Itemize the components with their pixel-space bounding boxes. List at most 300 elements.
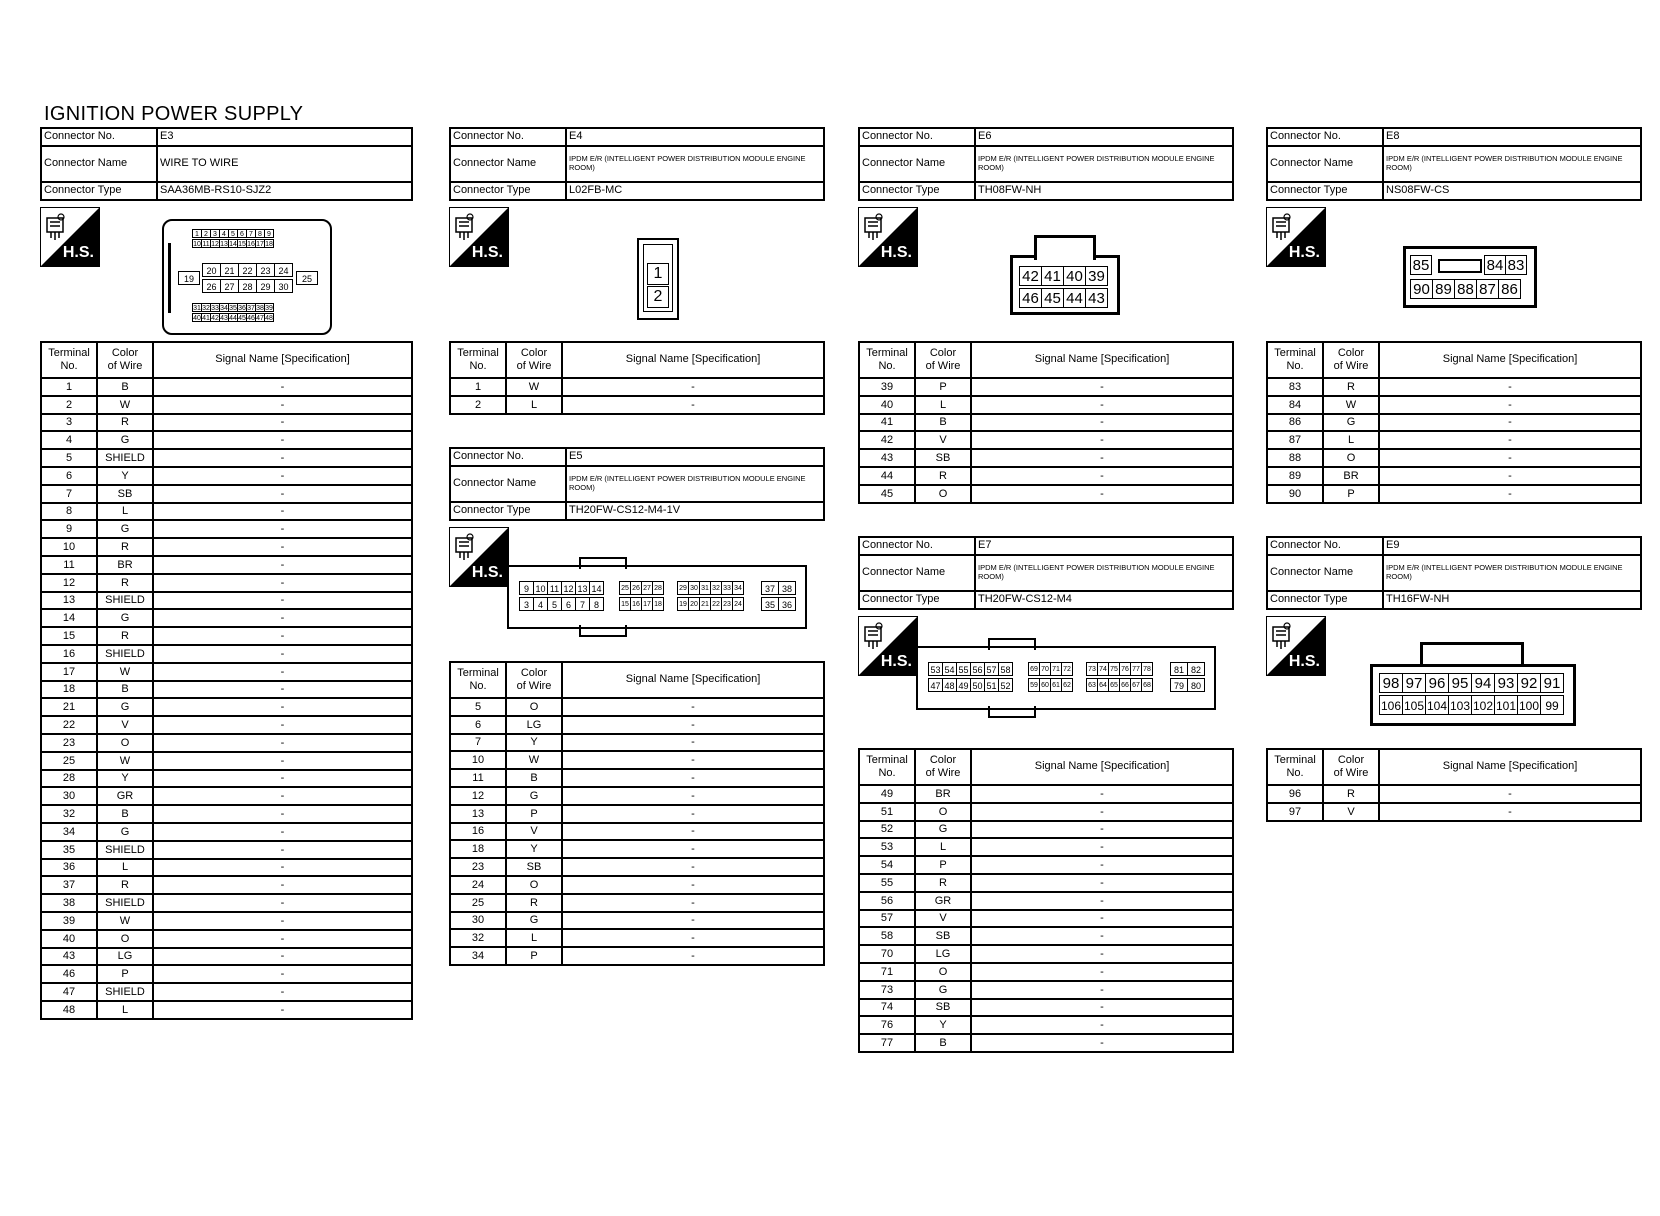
table-row xyxy=(41,859,412,877)
terminal-no-cell: 86 xyxy=(1267,414,1323,432)
hs-label: H.S. xyxy=(62,244,94,261)
pin-row xyxy=(1170,678,1204,692)
pin-cell: 89 xyxy=(1432,279,1455,299)
pin-cell: 7 xyxy=(246,229,256,238)
signal-name-cell: - xyxy=(153,592,412,610)
pin-cell: 12 xyxy=(211,241,219,248)
pin-row xyxy=(192,239,273,248)
connector-info-table xyxy=(858,127,1234,201)
signal-name-cell: - xyxy=(971,1016,1233,1034)
table-row xyxy=(859,963,1233,981)
signal-name-cell: - xyxy=(153,859,412,877)
pin-cell: 2 xyxy=(647,286,669,308)
pin-cell: 87 xyxy=(1476,279,1499,299)
connector-type-label: Connector Type xyxy=(450,502,566,520)
pin-cell: 49 xyxy=(956,678,971,692)
connector-type-value: TH20FW-CS12-M4-1V xyxy=(566,502,824,520)
connector-info-table xyxy=(40,127,413,201)
wire-color-cell: W xyxy=(1323,396,1379,414)
wire-color-cell: V xyxy=(506,823,562,841)
pin-cell: 44 xyxy=(229,315,237,322)
signal-name-cell: - xyxy=(153,734,412,752)
table-row xyxy=(859,838,1233,856)
signal-name-cell: - xyxy=(971,981,1233,999)
terminal-table xyxy=(449,661,825,966)
table-row xyxy=(859,378,1233,396)
pin-cell: 22 xyxy=(710,597,722,611)
table-row xyxy=(41,752,412,770)
color-of-wire-header: Color of Wire xyxy=(97,342,153,378)
wire-color-cell: GR xyxy=(97,787,153,805)
connector-name-label: Connector Name xyxy=(41,146,157,182)
terminal-no-cell: 90 xyxy=(1267,485,1323,503)
color-of-wire-header: Color of Wire xyxy=(1323,342,1379,378)
signal-name-header: Signal Name [Specification] xyxy=(153,342,412,378)
pin-cell: 26 xyxy=(202,279,221,293)
signal-name-cell: - xyxy=(562,787,824,805)
terminal-no-cell: 13 xyxy=(450,805,506,823)
table-row xyxy=(859,449,1233,467)
wire-color-cell: Y xyxy=(915,1016,971,1034)
pin-cell: 17 xyxy=(641,597,653,611)
table-row xyxy=(859,945,1233,963)
terminal-no-cell: 47 xyxy=(41,983,97,1001)
connector-no-label: Connector No. xyxy=(450,448,566,466)
signal-name-cell: - xyxy=(153,538,412,556)
terminal-no-cell: 41 xyxy=(859,414,915,432)
pin-row xyxy=(928,678,1012,692)
pin-cell: 100 xyxy=(1517,695,1541,715)
table-row xyxy=(450,751,824,769)
terminal-no-cell: 37 xyxy=(41,876,97,894)
pin-cell: 27 xyxy=(220,279,239,293)
table-row xyxy=(41,378,412,396)
connector-type-label: Connector Type xyxy=(41,182,157,200)
pin-cell: 28 xyxy=(652,581,664,595)
wire-color-cell: B xyxy=(506,769,562,787)
signal-name-header: Signal Name [Specification] xyxy=(1379,749,1641,785)
table-row xyxy=(859,485,1233,503)
pin-row xyxy=(677,597,743,611)
pin-cell: 34 xyxy=(220,305,228,312)
table-row xyxy=(859,821,1233,839)
pin-cell: 29 xyxy=(677,581,689,595)
pin-cell: 68 xyxy=(1141,678,1153,692)
signal-name-cell: - xyxy=(153,681,412,699)
terminal-no-header: Terminal No. xyxy=(859,749,915,785)
wire-color-cell: R xyxy=(506,894,562,912)
pin-cell: 14 xyxy=(229,241,237,248)
pin-cell: 48 xyxy=(265,315,273,322)
table-row xyxy=(859,396,1233,414)
wire-color-cell: G xyxy=(97,823,153,841)
table-row xyxy=(41,592,412,610)
signal-name-cell: - xyxy=(153,787,412,805)
signal-name-cell: - xyxy=(153,983,412,1001)
terminal-no-cell: 23 xyxy=(450,858,506,876)
connector-no-label: Connector No. xyxy=(859,537,975,555)
signal-name-cell: - xyxy=(971,892,1233,910)
connector-no-value: E5 xyxy=(566,448,824,466)
signal-name-cell: - xyxy=(153,503,412,521)
pin-cell: 45 xyxy=(238,315,246,322)
table-row xyxy=(41,948,412,966)
pin-cell: 40 xyxy=(193,315,201,322)
terminal-no-cell: 43 xyxy=(859,449,915,467)
table-row xyxy=(450,716,824,734)
terminal-no-cell: 5 xyxy=(41,449,97,467)
wire-color-cell: R xyxy=(97,574,153,592)
connector-type-label: Connector Type xyxy=(1267,591,1383,609)
connector-type-value: NS08FW-CS xyxy=(1383,182,1641,200)
signal-name-cell: - xyxy=(153,716,412,734)
signal-name-cell: - xyxy=(562,698,824,716)
table-row xyxy=(450,894,824,912)
pin-row xyxy=(1028,662,1072,676)
terminal-no-cell: 25 xyxy=(450,894,506,912)
connector-no-value: E6 xyxy=(975,128,1233,146)
terminal-no-cell: 97 xyxy=(1267,803,1323,821)
terminal-table xyxy=(40,341,413,1020)
pin-row xyxy=(1410,279,1520,299)
connector-name-value: IPDM E/R (INTELLIGENT POWER DISTRIBUTION MODULE ENGINE ROOM) xyxy=(975,146,1233,182)
pin-cell: 51 xyxy=(984,678,999,692)
pin-cell: 43 xyxy=(220,315,228,322)
table-row xyxy=(41,930,412,948)
connector-name-value: IPDM E/R (INTELLIGENT POWER DISTRIBUTION MODULE ENGINE ROOM) xyxy=(566,466,824,502)
pin-cell: 45 xyxy=(1041,288,1064,308)
terminal-no-cell: 16 xyxy=(450,823,506,841)
pin-cell: 56 xyxy=(970,662,985,676)
pin-cell: 55 xyxy=(956,662,971,676)
signal-name-cell: - xyxy=(971,999,1233,1017)
wire-color-cell: SHIELD xyxy=(97,449,153,467)
table-row xyxy=(450,840,824,858)
terminal-no-cell: 39 xyxy=(859,378,915,396)
wire-color-cell: G xyxy=(97,698,153,716)
terminal-no-cell: 17 xyxy=(41,663,97,681)
terminal-no-cell: 32 xyxy=(41,805,97,823)
terminal-no-cell: 14 xyxy=(41,609,97,627)
signal-name-cell: - xyxy=(153,841,412,859)
terminal-no-cell: 12 xyxy=(450,787,506,805)
connector-name-label: Connector Name xyxy=(450,146,566,182)
signal-name-cell: - xyxy=(1379,396,1641,414)
pin-cell: 26 xyxy=(630,581,642,595)
pin-row xyxy=(178,271,199,285)
harness-side-icon xyxy=(449,527,509,587)
signal-name-cell: - xyxy=(153,912,412,930)
pin-cell: 3 xyxy=(519,597,534,611)
harness-side-icon xyxy=(40,207,100,267)
terminal-no-cell: 46 xyxy=(41,965,97,983)
signal-name-cell: - xyxy=(153,396,412,414)
terminal-no-cell: 10 xyxy=(450,751,506,769)
pin-cell: 72 xyxy=(1061,662,1073,676)
table-row xyxy=(41,467,412,485)
wire-color-cell: V xyxy=(1323,803,1379,821)
pin-row xyxy=(192,313,273,322)
table-row xyxy=(41,520,412,538)
pin-cell: 75 xyxy=(1108,662,1120,676)
terminal-no-cell: 13 xyxy=(41,592,97,610)
signal-name-cell: - xyxy=(971,485,1233,503)
wire-color-cell: L xyxy=(1323,431,1379,449)
connector-name-label: Connector Name xyxy=(859,146,975,182)
terminal-no-cell: 5 xyxy=(450,698,506,716)
table-row xyxy=(450,734,824,752)
wire-color-cell: R xyxy=(97,414,153,432)
pin-cell: 70 xyxy=(1039,662,1051,676)
connector-no-value: E7 xyxy=(975,537,1233,555)
terminal-no-cell: 25 xyxy=(41,752,97,770)
terminal-no-cell: 6 xyxy=(450,716,506,734)
wire-color-cell: O xyxy=(915,803,971,821)
wire-color-cell: B xyxy=(915,414,971,432)
connector-type-value: TH20FW-CS12-M4 xyxy=(975,591,1233,609)
table-row xyxy=(41,574,412,592)
terminal-no-cell: 3 xyxy=(41,414,97,432)
pin-row xyxy=(1410,255,1431,275)
terminal-no-cell: 84 xyxy=(1267,396,1323,414)
pin-row xyxy=(1019,266,1107,286)
wire-color-cell: SB xyxy=(915,927,971,945)
wire-color-cell: G xyxy=(97,431,153,449)
table-row xyxy=(41,556,412,574)
pin-cell: 36 xyxy=(238,305,246,312)
terminal-table xyxy=(449,341,825,415)
signal-name-cell: - xyxy=(971,945,1233,963)
table-row xyxy=(1267,378,1641,396)
connector-name-value: IPDM E/R (INTELLIGENT POWER DISTRIBUTION MODULE ENGINE ROOM) xyxy=(1383,555,1641,591)
wire-color-cell: Y xyxy=(506,840,562,858)
table-row xyxy=(41,627,412,645)
wire-color-cell: BR xyxy=(1323,467,1379,485)
terminal-no-cell: 76 xyxy=(859,1016,915,1034)
terminal-no-cell: 45 xyxy=(859,485,915,503)
wire-color-cell: SHIELD xyxy=(97,983,153,1001)
pin-cell: 23 xyxy=(256,263,275,277)
terminal-no-header: Terminal No. xyxy=(41,342,97,378)
pin-cell: 95 xyxy=(1448,673,1472,693)
terminal-table xyxy=(1266,748,1642,822)
wire-color-cell: Y xyxy=(97,467,153,485)
pin-cell: 96 xyxy=(1425,673,1449,693)
terminal-no-cell: 56 xyxy=(859,892,915,910)
signal-name-cell: - xyxy=(153,823,412,841)
terminal-no-cell: 57 xyxy=(859,910,915,928)
signal-name-cell: - xyxy=(1379,414,1641,432)
pin-cell: 76 xyxy=(1119,662,1131,676)
terminal-no-cell: 24 xyxy=(450,876,506,894)
pin-cell: 10 xyxy=(193,241,201,248)
pin-cell: 31 xyxy=(193,305,201,312)
hs-label: H.S. xyxy=(1288,653,1320,670)
pin-row xyxy=(192,303,273,312)
table-row xyxy=(41,698,412,716)
signal-name-cell: - xyxy=(153,431,412,449)
connector-face-diagram xyxy=(1010,235,1118,311)
pin-row xyxy=(296,271,317,285)
terminal-no-cell: 83 xyxy=(1267,378,1323,396)
signal-name-cell: - xyxy=(153,752,412,770)
signal-name-cell: - xyxy=(562,929,824,947)
terminal-no-cell: 18 xyxy=(450,840,506,858)
connector-info-table xyxy=(858,536,1234,610)
pin-row xyxy=(1086,678,1152,692)
table-row xyxy=(41,965,412,983)
terminal-no-cell: 16 xyxy=(41,645,97,663)
pin-cell: 43 xyxy=(1085,288,1108,308)
wire-color-cell: O xyxy=(506,876,562,894)
table-row xyxy=(41,396,412,414)
pin-cell: 19 xyxy=(178,271,200,285)
signal-name-cell: - xyxy=(562,947,824,965)
pin-row xyxy=(519,597,603,611)
wire-color-cell: G xyxy=(1323,414,1379,432)
pin-cell: 73 xyxy=(1086,662,1098,676)
hs-label: H.S. xyxy=(880,244,912,261)
connector-no-value: E9 xyxy=(1383,537,1641,555)
connector-no-value: E8 xyxy=(1383,128,1641,146)
signal-name-cell: - xyxy=(971,927,1233,945)
wire-color-cell: B xyxy=(915,1034,971,1052)
terminal-no-cell: 8 xyxy=(41,503,97,521)
pin-cell: 24 xyxy=(274,263,293,277)
table-row xyxy=(41,503,412,521)
signal-name-cell: - xyxy=(562,823,824,841)
terminal-no-header: Terminal No. xyxy=(1267,749,1323,785)
table-row xyxy=(859,431,1233,449)
pin-row xyxy=(202,279,292,293)
signal-name-cell: - xyxy=(153,449,412,467)
pin-cell: 16 xyxy=(247,241,255,248)
terminal-no-cell: 10 xyxy=(41,538,97,556)
pin-cell: 52 xyxy=(998,678,1013,692)
pin-cell: 30 xyxy=(688,581,700,595)
table-row xyxy=(41,841,412,859)
table-row xyxy=(450,805,824,823)
terminal-no-cell: 74 xyxy=(859,999,915,1017)
table-row xyxy=(41,1001,412,1019)
table-row xyxy=(450,947,824,965)
pin-cell: 90 xyxy=(1410,279,1433,299)
table-row xyxy=(450,698,824,716)
table-row xyxy=(41,770,412,788)
connector-face-diagram xyxy=(162,219,332,335)
pin-cell: 104 xyxy=(1425,695,1449,715)
pin-row xyxy=(1019,288,1107,308)
key-slot xyxy=(1438,259,1482,273)
pin-cell: 11 xyxy=(547,581,562,595)
connector-type-label: Connector Type xyxy=(1267,182,1383,200)
wire-color-cell: R xyxy=(97,627,153,645)
pin-row xyxy=(1484,255,1526,275)
pin-cell: 35 xyxy=(229,305,237,312)
signal-name-cell: - xyxy=(1379,785,1641,803)
pin-cell: 4 xyxy=(219,229,229,238)
pin-cell: 32 xyxy=(710,581,722,595)
pin-cell: 42 xyxy=(1019,266,1042,286)
pin-cell: 81 xyxy=(1170,662,1188,676)
pin-cell: 29 xyxy=(256,279,275,293)
wire-color-cell: B xyxy=(97,805,153,823)
signal-name-cell: - xyxy=(971,803,1233,821)
wire-color-cell: V xyxy=(915,431,971,449)
terminal-no-cell: 30 xyxy=(450,912,506,930)
signal-name-cell: - xyxy=(562,769,824,787)
pin-cell: 61 xyxy=(1050,678,1062,692)
table-row xyxy=(1267,414,1641,432)
signal-name-cell: - xyxy=(971,910,1233,928)
wire-color-cell: O xyxy=(506,698,562,716)
pin-cell: 88 xyxy=(1454,279,1477,299)
pin-cell: 102 xyxy=(1471,695,1495,715)
terminal-no-cell: 73 xyxy=(859,981,915,999)
terminal-no-cell: 36 xyxy=(41,859,97,877)
pin-cell: 4 xyxy=(533,597,548,611)
pin-cell: 5 xyxy=(228,229,238,238)
terminal-no-cell: 77 xyxy=(859,1034,915,1052)
table-row xyxy=(859,927,1233,945)
pin-row xyxy=(677,581,743,595)
pin-cell: 28 xyxy=(238,279,257,293)
wire-color-cell: G xyxy=(97,520,153,538)
pin-cell: 1 xyxy=(192,229,202,238)
wire-color-cell: B xyxy=(97,681,153,699)
terminal-table-header xyxy=(1267,342,1641,378)
terminal-no-cell: 48 xyxy=(41,1001,97,1019)
hs-label: H.S. xyxy=(471,244,503,261)
terminal-no-cell: 40 xyxy=(41,930,97,948)
terminal-table-header xyxy=(859,749,1233,785)
connector-no-label: Connector No. xyxy=(859,128,975,146)
wire-color-cell: R xyxy=(1323,378,1379,396)
terminal-no-cell: 11 xyxy=(41,556,97,574)
signal-name-cell: - xyxy=(153,485,412,503)
pin-cell: 53 xyxy=(928,662,943,676)
terminal-table-header xyxy=(41,342,412,378)
pin-cell: 91 xyxy=(1540,673,1564,693)
terminal-no-cell: 51 xyxy=(859,803,915,821)
table-row xyxy=(450,769,824,787)
terminal-no-cell: 6 xyxy=(41,467,97,485)
wire-color-cell: V xyxy=(915,910,971,928)
wire-color-cell: O xyxy=(97,930,153,948)
pin-cell: 37 xyxy=(761,581,779,595)
wire-color-cell: Y xyxy=(97,770,153,788)
signal-name-cell: - xyxy=(562,716,824,734)
pin-cell: 98 xyxy=(1379,673,1403,693)
signal-name-header: Signal Name [Specification] xyxy=(1379,342,1641,378)
terminal-no-header: Terminal No. xyxy=(450,662,506,698)
signal-name-cell: - xyxy=(971,467,1233,485)
pin-row xyxy=(1028,678,1072,692)
signal-name-cell: - xyxy=(1379,449,1641,467)
table-row xyxy=(41,538,412,556)
pin-cell: 33 xyxy=(721,581,733,595)
connector-name-value: WIRE TO WIRE xyxy=(157,146,412,182)
wire-color-cell: P xyxy=(1323,485,1379,503)
table-row xyxy=(1267,449,1641,467)
connector-no-label: Connector No. xyxy=(41,128,157,146)
pin-cell: 1 xyxy=(647,263,669,285)
table-row xyxy=(450,876,824,894)
color-of-wire-header: Color of Wire xyxy=(506,342,562,378)
pin-cell: 27 xyxy=(641,581,653,595)
pin-cell: 54 xyxy=(942,662,957,676)
pin-cell: 103 xyxy=(1448,695,1472,715)
